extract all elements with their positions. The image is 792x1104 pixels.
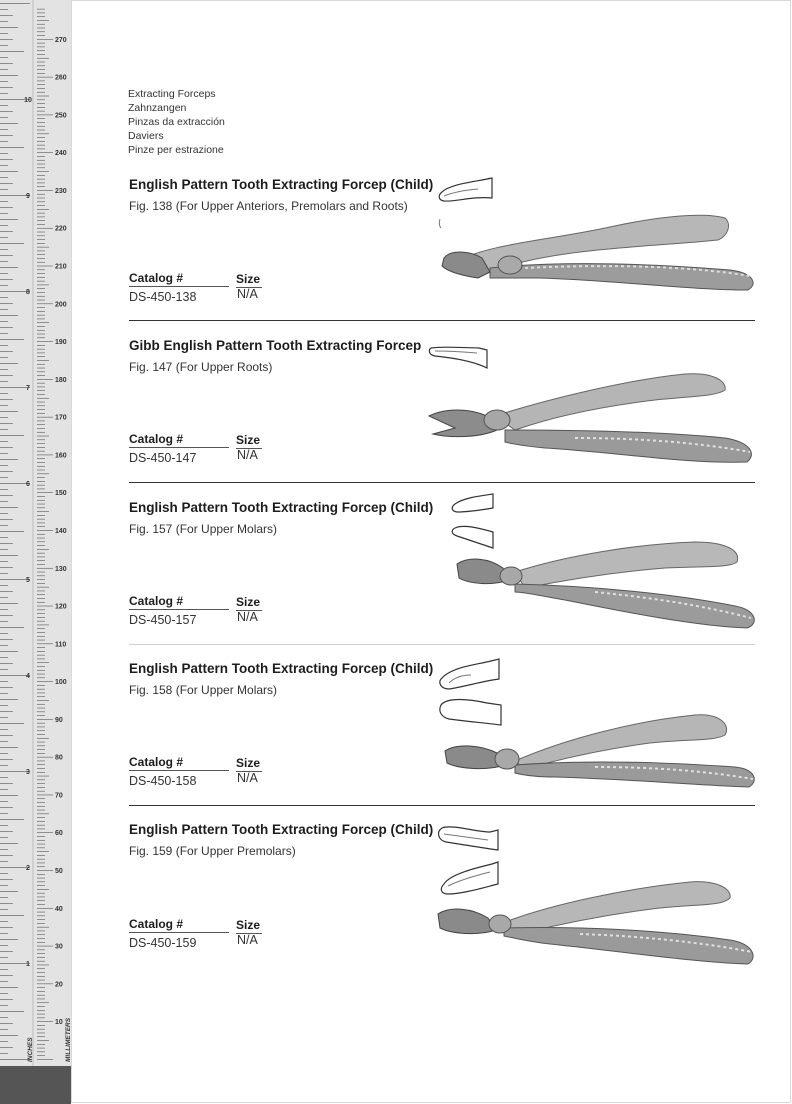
product-title: Gibb English Pattern Tooth Extracting Forcep <box>129 338 422 353</box>
ruler-inch-label: 4 <box>26 672 30 680</box>
ruler-mm-label: 140 <box>55 527 67 535</box>
ruler-mm-label: 260 <box>55 74 67 82</box>
ruler-mm-label: 50 <box>55 868 63 875</box>
catalog-number: DS-450-157 <box>129 613 197 627</box>
forcep-image-158 <box>435 655 760 793</box>
catalog-label: Catalog # <box>129 917 229 933</box>
ruler-mm-label: 270 <box>55 36 67 44</box>
catalog-number: DS-450-138 <box>129 290 197 304</box>
ruler-mm-label: 60 <box>55 830 63 838</box>
catalog-number: DS-450-159 <box>129 936 197 950</box>
size-value: N/A <box>237 933 258 947</box>
product-figure-caption: Fig. 159 (For Upper Premolars) <box>129 844 296 858</box>
ruler-mm-label: 170 <box>55 414 67 422</box>
beak-tip-icon <box>429 347 487 368</box>
category-line-it: Pinze per estrazione <box>128 144 224 156</box>
ruler-mm-label: 210 <box>55 263 67 271</box>
forcep-image-159 <box>430 818 760 968</box>
forcep-image-157 <box>445 488 760 633</box>
ruler-inch-label: 10 <box>24 96 32 104</box>
product-figure-caption: Fig. 157 (For Upper Molars) <box>129 522 278 536</box>
beak-tip-icon <box>439 827 498 894</box>
catalog-label: Catalog # <box>129 594 229 610</box>
ruler-mm-label: 130 <box>55 565 67 573</box>
ruler-mm-label: 220 <box>55 225 67 233</box>
product-title: English Pattern Tooth Extracting Forcep (Child) <box>129 500 434 515</box>
ruler-mm-label: 110 <box>55 641 67 649</box>
category-line-fr: Daviers <box>128 130 164 142</box>
beak-tip-icon <box>440 659 501 725</box>
ruler-mm-label: 80 <box>55 754 63 762</box>
ruler-mm-label: 240 <box>55 150 67 158</box>
ruler-mm-label: 20 <box>55 981 63 989</box>
catalog-label: Catalog # <box>129 755 229 771</box>
ruler-mm-label: 190 <box>55 339 67 347</box>
ruler-inch-label: 9 <box>26 192 30 200</box>
size-value: N/A <box>237 287 258 301</box>
section-divider <box>129 644 755 645</box>
section-divider <box>129 320 755 321</box>
section-divider <box>129 482 755 483</box>
product-title: English Pattern Tooth Extracting Forcep (Child) <box>129 661 434 676</box>
section-divider <box>129 805 755 806</box>
category-line-en: Extracting Forceps <box>128 88 216 100</box>
ruler-mm-label: 30 <box>55 943 63 951</box>
ruler-mm-label: 160 <box>55 452 67 460</box>
product-title: English Pattern Tooth Extracting Forcep (Child) <box>129 822 434 837</box>
size-label: Size <box>236 918 261 932</box>
beak-tip-icon <box>439 178 492 201</box>
forcep-image-147 <box>425 338 760 470</box>
catalog-number: DS-450-147 <box>129 451 197 465</box>
catalog-label: Catalog # <box>129 271 229 287</box>
size-label: Size <box>236 433 261 447</box>
ruler-inch-label: 8 <box>26 288 30 296</box>
size-value: N/A <box>237 448 258 462</box>
ruler-mm-label: 40 <box>55 905 63 913</box>
ruler-mm-label: 10 <box>55 1019 63 1027</box>
catalog-label: Catalog # <box>129 432 229 448</box>
forcep-image-138 <box>430 172 760 297</box>
ruler-mm-label: 100 <box>55 679 67 687</box>
product-figure-caption: Fig. 147 (For Upper Roots) <box>129 360 273 374</box>
beak-tip-icon <box>452 494 493 548</box>
product-figure-caption: Fig. 138 (For Upper Anteriors, Premolars and Roots) <box>129 199 408 213</box>
size-value: N/A <box>237 771 258 785</box>
ruler-inch-label: 1 <box>26 960 30 968</box>
ruler-inch-label: 5 <box>26 576 30 584</box>
size-label: Size <box>236 756 261 770</box>
category-line-es: Pinzas da extracción <box>128 116 225 128</box>
ruler-mm-label: 200 <box>55 301 67 309</box>
ruler-mm-label: 250 <box>55 112 67 120</box>
size-value: N/A <box>237 610 258 624</box>
product-figure-caption: Fig. 158 (For Upper Molars) <box>129 683 278 697</box>
ruler-mm-label: 150 <box>55 490 67 498</box>
product-title: English Pattern Tooth Extracting Forcep (Child) <box>129 177 434 192</box>
category-header <box>128 87 225 157</box>
ruler-mm-label: 230 <box>55 187 67 195</box>
ruler-mm-label: 120 <box>55 603 67 611</box>
ruler-inches-label: INCHES <box>27 1037 34 1062</box>
ruler-mm-label: 180 <box>55 376 67 384</box>
size-label: Size <box>236 272 261 286</box>
size-label: Size <box>236 595 261 609</box>
ruler-mm-label: 90 <box>55 716 63 724</box>
ruler-mm-label: 70 <box>55 792 63 800</box>
ruler-inch-label: 7 <box>26 384 30 392</box>
ruler-inch-label: 6 <box>26 480 30 488</box>
ruler-inch-label: 2 <box>26 864 30 872</box>
category-line-de: Zahnzangen <box>128 102 187 114</box>
ruler-millimeters-label: MILLIMETERS <box>65 1017 72 1062</box>
measuring-ruler <box>0 0 71 1104</box>
ruler-inch-label: 3 <box>26 768 30 776</box>
catalog-number: DS-450-158 <box>129 774 197 788</box>
